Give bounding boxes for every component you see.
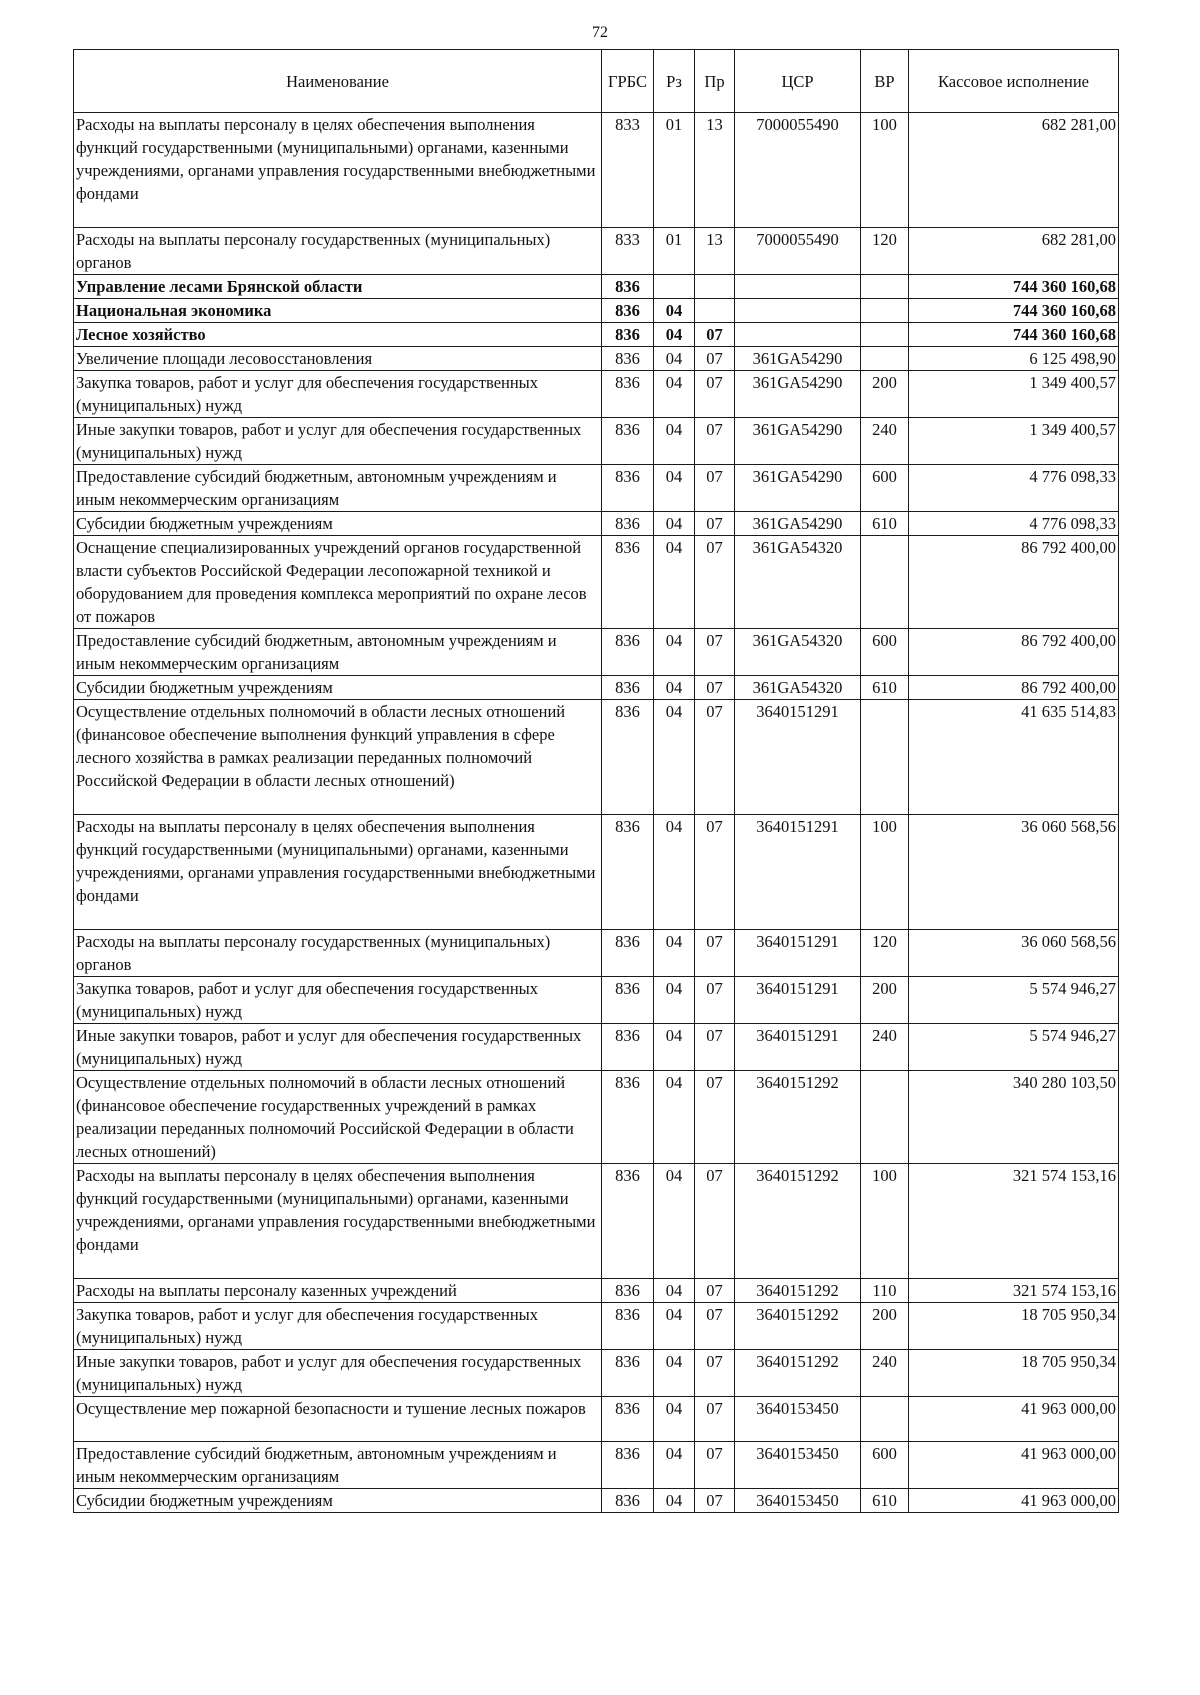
cell-grbs: 836 xyxy=(602,1279,654,1303)
cell-vr: 120 xyxy=(861,930,909,977)
cell-name: Расходы на выплаты персоналу в целях обеспечения выполнения функций государственными (муниципальными) органами, казенными учреждениями, органами управления государственными внебюджетными фондами xyxy=(74,815,602,930)
cell-pr: 07 xyxy=(695,1350,735,1397)
cell-grbs: 836 xyxy=(602,323,654,347)
table-row xyxy=(74,347,1119,371)
cell-vr: 100 xyxy=(861,1164,909,1279)
cell-pr xyxy=(695,275,735,299)
cell-grbs: 836 xyxy=(602,1350,654,1397)
cell-grbs: 836 xyxy=(602,1442,654,1489)
cell-csr: 361GA54290 xyxy=(735,347,861,371)
cell-pr xyxy=(695,299,735,323)
cell-name: Субсидии бюджетным учреждениям xyxy=(74,1489,602,1513)
cell-rz: 04 xyxy=(654,629,695,676)
cell-rz: 04 xyxy=(654,465,695,512)
cell-rz: 04 xyxy=(654,1397,695,1442)
cell-csr: 3640153450 xyxy=(735,1442,861,1489)
cell-grbs: 836 xyxy=(602,347,654,371)
cell-pr: 07 xyxy=(695,418,735,465)
cell-vr: 610 xyxy=(861,676,909,700)
table-row xyxy=(74,275,1119,299)
cell-grbs: 836 xyxy=(602,512,654,536)
cell-pr: 07 xyxy=(695,347,735,371)
cell-amount: 744 360 160,68 xyxy=(909,299,1119,323)
cell-name: Иные закупки товаров, работ и услуг для обеспечения государственных (муниципальных) нужд xyxy=(74,1350,602,1397)
cell-pr: 07 xyxy=(695,1024,735,1071)
cell-amount: 682 281,00 xyxy=(909,228,1119,275)
cell-amount: 41 963 000,00 xyxy=(909,1397,1119,1442)
header-grbs: ГРБС xyxy=(602,50,654,113)
cell-name: Расходы на выплаты персоналу в целях обеспечения выполнения функций государственными (муниципальными) органами, казенными учреждениями, органами управления государственными внебюджетными фондами xyxy=(74,113,602,228)
cell-amount: 36 060 568,56 xyxy=(909,930,1119,977)
cell-vr: 600 xyxy=(861,629,909,676)
cell-csr: 361GA54320 xyxy=(735,676,861,700)
cell-pr: 07 xyxy=(695,1489,735,1513)
cell-grbs: 836 xyxy=(602,536,654,629)
cell-name: Расходы на выплаты персоналу государственных (муниципальных) органов xyxy=(74,930,602,977)
cell-name: Закупка товаров, работ и услуг для обеспечения государственных (муниципальных) нужд xyxy=(74,977,602,1024)
cell-csr: 3640151291 xyxy=(735,930,861,977)
table-row xyxy=(74,113,1119,228)
cell-pr: 07 xyxy=(695,1279,735,1303)
cell-vr: 600 xyxy=(861,1442,909,1489)
header-pr: Пр xyxy=(695,50,735,113)
cell-name: Расходы на выплаты персоналу казенных учреждений xyxy=(74,1279,602,1303)
cell-grbs: 836 xyxy=(602,1024,654,1071)
header-amount: Кассовое исполнение xyxy=(909,50,1119,113)
cell-csr: 3640151292 xyxy=(735,1350,861,1397)
cell-amount: 41 635 514,83 xyxy=(909,700,1119,815)
table-row xyxy=(74,418,1119,465)
table-row xyxy=(74,1442,1119,1489)
cell-pr: 07 xyxy=(695,323,735,347)
cell-name: Субсидии бюджетным учреждениям xyxy=(74,676,602,700)
cell-grbs: 833 xyxy=(602,228,654,275)
table-row xyxy=(74,930,1119,977)
table-row xyxy=(74,1071,1119,1164)
table-row xyxy=(74,536,1119,629)
cell-pr: 07 xyxy=(695,1397,735,1442)
cell-rz: 04 xyxy=(654,1164,695,1279)
cell-rz: 04 xyxy=(654,323,695,347)
cell-pr: 07 xyxy=(695,700,735,815)
cell-rz: 04 xyxy=(654,676,695,700)
cell-grbs: 836 xyxy=(602,1397,654,1442)
cell-name: Осуществление отдельных полномочий в области лесных отношений (финансовое обеспечение выполнения функций управления в сфере лесного хозяйства в рамках реализации переданных полномочий Российской Федерации в области лесных отношений) xyxy=(74,700,602,815)
cell-grbs: 833 xyxy=(602,113,654,228)
cell-vr: 600 xyxy=(861,465,909,512)
header-name: Наименование xyxy=(74,50,602,113)
cell-vr xyxy=(861,1071,909,1164)
table-row xyxy=(74,977,1119,1024)
cell-amount: 86 792 400,00 xyxy=(909,536,1119,629)
table-row xyxy=(74,1350,1119,1397)
cell-csr: 3640153450 xyxy=(735,1489,861,1513)
table-row xyxy=(74,323,1119,347)
cell-pr: 07 xyxy=(695,629,735,676)
cell-grbs: 836 xyxy=(602,299,654,323)
cell-pr: 07 xyxy=(695,1442,735,1489)
cell-amount: 744 360 160,68 xyxy=(909,275,1119,299)
cell-name: Осуществление отдельных полномочий в области лесных отношений (финансовое обеспечение государственных учреждений в рамках реализации переданных полномочий Российской Федерации в области лесных отношений) xyxy=(74,1071,602,1164)
cell-name: Лесное хозяйство xyxy=(74,323,602,347)
cell-pr: 07 xyxy=(695,977,735,1024)
cell-amount: 86 792 400,00 xyxy=(909,676,1119,700)
cell-csr: 3640151292 xyxy=(735,1071,861,1164)
cell-pr: 07 xyxy=(695,1071,735,1164)
table-body xyxy=(74,113,1119,1513)
cell-csr: 3640151291 xyxy=(735,1024,861,1071)
cell-name: Закупка товаров, работ и услуг для обеспечения государственных (муниципальных) нужд xyxy=(74,1303,602,1350)
cell-vr: 610 xyxy=(861,512,909,536)
cell-csr: 361GA54290 xyxy=(735,465,861,512)
cell-rz: 04 xyxy=(654,371,695,418)
cell-csr: 361GA54320 xyxy=(735,629,861,676)
cell-vr xyxy=(861,1397,909,1442)
cell-rz: 04 xyxy=(654,700,695,815)
cell-amount: 1 349 400,57 xyxy=(909,418,1119,465)
table-row xyxy=(74,1279,1119,1303)
cell-rz: 04 xyxy=(654,1024,695,1071)
cell-name: Иные закупки товаров, работ и услуг для обеспечения государственных (муниципальных) нужд xyxy=(74,418,602,465)
cell-amount: 321 574 153,16 xyxy=(909,1164,1119,1279)
table-row xyxy=(74,465,1119,512)
cell-rz: 04 xyxy=(654,512,695,536)
cell-vr xyxy=(861,275,909,299)
cell-amount: 18 705 950,34 xyxy=(909,1303,1119,1350)
cell-amount: 6 125 498,90 xyxy=(909,347,1119,371)
cell-name: Осуществление мер пожарной безопасности и тушение лесных пожаров xyxy=(74,1397,602,1442)
cell-rz: 04 xyxy=(654,1279,695,1303)
table-row xyxy=(74,1164,1119,1279)
cell-pr: 07 xyxy=(695,536,735,629)
cell-vr: 240 xyxy=(861,1350,909,1397)
cell-vr: 240 xyxy=(861,418,909,465)
cell-csr xyxy=(735,299,861,323)
cell-rz: 01 xyxy=(654,228,695,275)
cell-grbs: 836 xyxy=(602,629,654,676)
cell-name: Субсидии бюджетным учреждениям xyxy=(74,512,602,536)
cell-name: Закупка товаров, работ и услуг для обеспечения государственных (муниципальных) нужд xyxy=(74,371,602,418)
cell-amount: 18 705 950,34 xyxy=(909,1350,1119,1397)
cell-pr: 07 xyxy=(695,512,735,536)
cell-grbs: 836 xyxy=(602,275,654,299)
cell-pr: 07 xyxy=(695,465,735,512)
cell-name: Предоставление субсидий бюджетным, автономным учреждениям и иным некоммерческим организациям xyxy=(74,465,602,512)
cell-name: Оснащение специализированных учреждений органов государственной власти субъектов Российской Федерации лесопожарной техникой и оборудованием для проведения комплекса мероприятий по охране лесов от пожаров xyxy=(74,536,602,629)
cell-name: Национальная экономика xyxy=(74,299,602,323)
cell-vr xyxy=(861,536,909,629)
cell-csr: 361GA54320 xyxy=(735,536,861,629)
cell-csr: 3640151292 xyxy=(735,1164,861,1279)
cell-name: Предоставление субсидий бюджетным, автономным учреждениям и иным некоммерческим организациям xyxy=(74,1442,602,1489)
cell-pr: 07 xyxy=(695,1164,735,1279)
cell-vr: 100 xyxy=(861,113,909,228)
cell-rz: 04 xyxy=(654,299,695,323)
cell-csr xyxy=(735,323,861,347)
cell-grbs: 836 xyxy=(602,676,654,700)
cell-name: Расходы на выплаты персоналу в целях обеспечения выполнения функций государственными (муниципальными) органами, казенными учреждениями, органами управления государственными внебюджетными фондами xyxy=(74,1164,602,1279)
table-row xyxy=(74,228,1119,275)
cell-csr: 3640151291 xyxy=(735,815,861,930)
cell-vr: 120 xyxy=(861,228,909,275)
cell-rz: 04 xyxy=(654,1071,695,1164)
cell-amount: 5 574 946,27 xyxy=(909,1024,1119,1071)
cell-vr xyxy=(861,347,909,371)
cell-grbs: 836 xyxy=(602,465,654,512)
cell-rz: 04 xyxy=(654,815,695,930)
cell-csr: 7000055490 xyxy=(735,113,861,228)
cell-rz: 04 xyxy=(654,1303,695,1350)
budget-execution-table xyxy=(73,49,1119,1513)
cell-rz: 04 xyxy=(654,977,695,1024)
table-row xyxy=(74,815,1119,930)
cell-grbs: 836 xyxy=(602,930,654,977)
cell-grbs: 836 xyxy=(602,371,654,418)
cell-pr: 07 xyxy=(695,1303,735,1350)
cell-vr: 200 xyxy=(861,1303,909,1350)
cell-vr: 110 xyxy=(861,1279,909,1303)
cell-csr: 361GA54290 xyxy=(735,371,861,418)
cell-vr: 200 xyxy=(861,977,909,1024)
cell-pr: 13 xyxy=(695,113,735,228)
header-vr: ВР xyxy=(861,50,909,113)
cell-rz: 01 xyxy=(654,113,695,228)
cell-amount: 340 280 103,50 xyxy=(909,1071,1119,1164)
cell-rz: 04 xyxy=(654,1489,695,1513)
cell-amount: 4 776 098,33 xyxy=(909,465,1119,512)
cell-vr xyxy=(861,323,909,347)
cell-vr xyxy=(861,299,909,323)
cell-pr: 07 xyxy=(695,371,735,418)
table-row xyxy=(74,629,1119,676)
cell-name: Управление лесами Брянской области xyxy=(74,275,602,299)
cell-name: Иные закупки товаров, работ и услуг для обеспечения государственных (муниципальных) нужд xyxy=(74,1024,602,1071)
cell-rz: 04 xyxy=(654,1442,695,1489)
header-csr: ЦСР xyxy=(735,50,861,113)
cell-grbs: 836 xyxy=(602,977,654,1024)
cell-pr: 07 xyxy=(695,930,735,977)
page-number: 72 xyxy=(592,24,608,41)
cell-amount: 744 360 160,68 xyxy=(909,323,1119,347)
cell-grbs: 836 xyxy=(602,700,654,815)
table-row xyxy=(74,1303,1119,1350)
table-row xyxy=(74,1397,1119,1442)
cell-grbs: 836 xyxy=(602,815,654,930)
cell-pr: 07 xyxy=(695,815,735,930)
cell-grbs: 836 xyxy=(602,1303,654,1350)
cell-vr: 240 xyxy=(861,1024,909,1071)
cell-rz: 04 xyxy=(654,1350,695,1397)
table-row xyxy=(74,676,1119,700)
cell-csr: 3640153450 xyxy=(735,1397,861,1442)
header-rz: Рз xyxy=(654,50,695,113)
cell-csr: 361GA54290 xyxy=(735,418,861,465)
table-row xyxy=(74,1489,1119,1513)
cell-rz xyxy=(654,275,695,299)
cell-vr xyxy=(861,700,909,815)
cell-name: Предоставление субсидий бюджетным, автономным учреждениям и иным некоммерческим организациям xyxy=(74,629,602,676)
table-row xyxy=(74,299,1119,323)
cell-pr: 13 xyxy=(695,228,735,275)
cell-grbs: 836 xyxy=(602,1489,654,1513)
cell-csr xyxy=(735,275,861,299)
cell-csr: 7000055490 xyxy=(735,228,861,275)
table-row xyxy=(74,700,1119,815)
cell-name: Расходы на выплаты персоналу государственных (муниципальных) органов xyxy=(74,228,602,275)
table-row xyxy=(74,1024,1119,1071)
cell-vr: 200 xyxy=(861,371,909,418)
table-header-row xyxy=(74,50,1119,113)
cell-vr: 610 xyxy=(861,1489,909,1513)
cell-csr: 3640151292 xyxy=(735,1279,861,1303)
cell-grbs: 836 xyxy=(602,1164,654,1279)
cell-csr: 361GA54290 xyxy=(735,512,861,536)
cell-grbs: 836 xyxy=(602,418,654,465)
table-row xyxy=(74,512,1119,536)
cell-amount: 5 574 946,27 xyxy=(909,977,1119,1024)
cell-rz: 04 xyxy=(654,418,695,465)
cell-amount: 41 963 000,00 xyxy=(909,1442,1119,1489)
cell-pr: 07 xyxy=(695,676,735,700)
cell-amount: 86 792 400,00 xyxy=(909,629,1119,676)
cell-csr: 3640151291 xyxy=(735,700,861,815)
cell-amount: 36 060 568,56 xyxy=(909,815,1119,930)
cell-rz: 04 xyxy=(654,930,695,977)
cell-name: Увеличение площади лесовосстановления xyxy=(74,347,602,371)
cell-amount: 682 281,00 xyxy=(909,113,1119,228)
cell-grbs: 836 xyxy=(602,1071,654,1164)
cell-rz: 04 xyxy=(654,347,695,371)
cell-rz: 04 xyxy=(654,536,695,629)
cell-amount: 321 574 153,16 xyxy=(909,1279,1119,1303)
cell-amount: 1 349 400,57 xyxy=(909,371,1119,418)
cell-csr: 3640151292 xyxy=(735,1303,861,1350)
cell-csr: 3640151291 xyxy=(735,977,861,1024)
cell-vr: 100 xyxy=(861,815,909,930)
cell-amount: 4 776 098,33 xyxy=(909,512,1119,536)
cell-amount: 41 963 000,00 xyxy=(909,1489,1119,1513)
table-row xyxy=(74,371,1119,418)
